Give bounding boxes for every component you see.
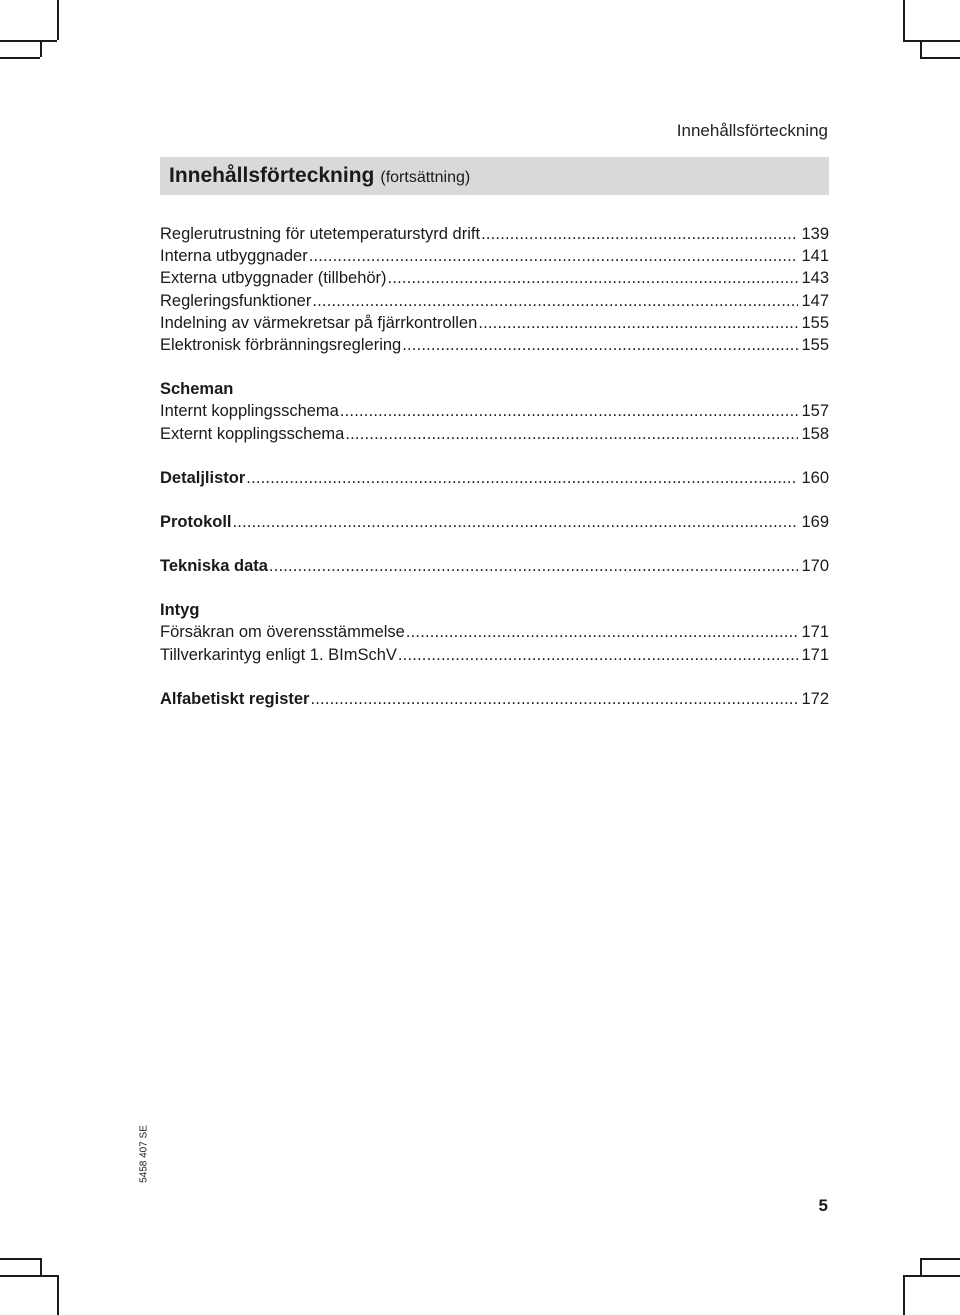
toc-entry-label: Tekniska data bbox=[160, 557, 268, 576]
toc-section-heading: Intyg bbox=[160, 601, 200, 620]
toc-entry-page: 143 bbox=[801, 269, 829, 288]
toc-entry-label: Detaljlistor bbox=[160, 468, 246, 487]
toc-dot-leader bbox=[388, 267, 799, 289]
toc-entry[interactable] bbox=[160, 400, 829, 422]
toc-entry-label: Elektronisk förbränningsreglering bbox=[160, 335, 402, 354]
toc-entry-page: 169 bbox=[801, 512, 829, 531]
page-number: 5 bbox=[818, 1196, 828, 1215]
toc-dot-leader bbox=[233, 511, 799, 533]
toc-entry-page: 171 bbox=[801, 645, 829, 664]
toc-entry[interactable] bbox=[160, 423, 829, 445]
title-bar bbox=[160, 157, 829, 195]
toc-dot-leader bbox=[309, 245, 799, 267]
toc-dot-leader bbox=[246, 467, 798, 489]
toc-dot-leader bbox=[398, 644, 799, 666]
toc-entry-label: Indelning av värmekretsar på fjärrkontrollen bbox=[160, 313, 478, 332]
toc-dot-leader bbox=[345, 423, 798, 445]
toc-entry-label: Externt kopplingsschema bbox=[160, 424, 345, 443]
toc-entry-label: Internt kopplingsschema bbox=[160, 402, 339, 421]
toc-section bbox=[160, 223, 829, 356]
toc-dot-leader bbox=[481, 223, 798, 245]
toc-entry-label: Externa utbyggnader (tillbehör) bbox=[160, 269, 387, 288]
table-of-contents bbox=[160, 223, 829, 732]
toc-section bbox=[160, 467, 829, 489]
toc-section bbox=[160, 378, 829, 445]
toc-dot-leader bbox=[402, 334, 798, 356]
toc-entry-label: Regleringsfunktioner bbox=[160, 291, 312, 310]
toc-section bbox=[160, 511, 829, 533]
toc-entry-page: 170 bbox=[801, 557, 829, 576]
toc-section bbox=[160, 688, 829, 710]
toc-entry[interactable] bbox=[160, 555, 829, 577]
toc-dot-leader bbox=[406, 621, 799, 643]
page-subtitle: (fortsättning) bbox=[380, 168, 471, 186]
toc-entry-page: 155 bbox=[801, 335, 829, 354]
toc-dot-leader bbox=[340, 400, 799, 422]
toc-section-heading: Scheman bbox=[160, 380, 234, 399]
toc-entry-page: 141 bbox=[801, 247, 829, 266]
toc-entry[interactable] bbox=[160, 290, 829, 312]
toc-entry-page: 160 bbox=[801, 468, 829, 487]
running-head: Innehållsförteckning bbox=[676, 121, 828, 140]
toc-entry[interactable] bbox=[160, 688, 829, 710]
toc-entry-page: 158 bbox=[801, 424, 829, 443]
toc-entry-page: 147 bbox=[801, 291, 829, 310]
toc-dot-leader bbox=[478, 312, 798, 334]
toc-dot-leader bbox=[269, 555, 799, 577]
toc-entry[interactable] bbox=[160, 511, 829, 533]
toc-section bbox=[160, 555, 829, 577]
toc-entry-page: 139 bbox=[801, 225, 829, 243]
toc-entry[interactable] bbox=[160, 267, 829, 289]
toc-entry[interactable] bbox=[160, 621, 829, 643]
toc-entry-label: Interna utbyggnader bbox=[160, 247, 308, 266]
toc-entry[interactable] bbox=[160, 312, 829, 334]
toc-entry[interactable] bbox=[160, 467, 829, 489]
toc-entry-page: 171 bbox=[801, 623, 829, 642]
toc-entry-label: Tillverkarintyg enligt 1. BImSchV bbox=[160, 645, 397, 664]
toc-dot-leader bbox=[310, 688, 798, 710]
toc-entry-page: 155 bbox=[801, 313, 829, 332]
toc-entry[interactable] bbox=[160, 245, 829, 267]
toc-entry-label: Reglerutrustning för utetemperaturstyrd drift bbox=[160, 225, 481, 243]
toc-entry-label: Protokoll bbox=[160, 512, 232, 531]
toc-entry[interactable] bbox=[160, 334, 829, 356]
toc-section bbox=[160, 599, 829, 666]
page-title: Innehållsförteckning bbox=[169, 164, 375, 187]
toc-entry-page: 172 bbox=[801, 689, 829, 708]
toc-entry[interactable] bbox=[160, 223, 829, 245]
document-number: 5458 407 SE bbox=[138, 1125, 150, 1183]
toc-entry-label: Alfabetiskt register bbox=[160, 689, 310, 708]
toc-entry-page: 157 bbox=[801, 402, 829, 421]
toc-entry[interactable] bbox=[160, 644, 829, 666]
toc-dot-leader bbox=[312, 290, 798, 312]
toc-entry-label: Försäkran om överensstämmelse bbox=[160, 623, 405, 642]
